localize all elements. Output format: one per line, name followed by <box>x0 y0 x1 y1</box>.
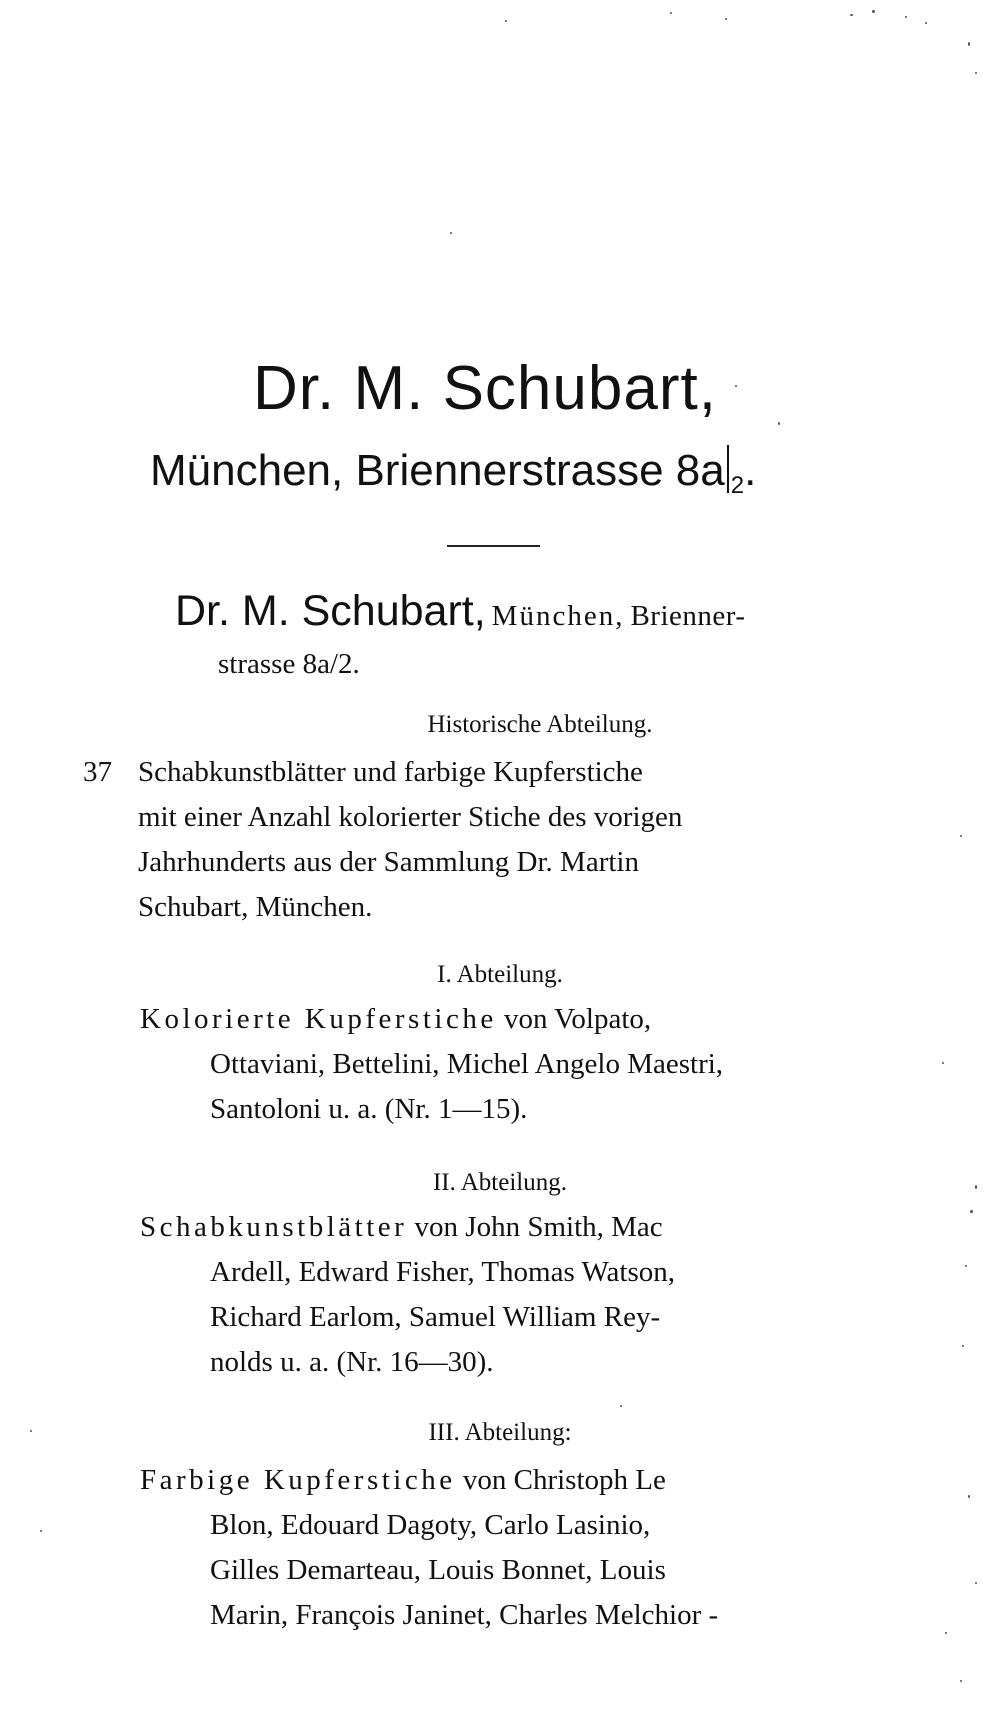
section-2-line-2: Ardell, Edward Fisher, Thomas Watson, <box>210 1256 676 1288</box>
section-2-block <box>140 1205 675 1385</box>
main-entry <box>83 750 682 930</box>
header-address <box>150 445 756 498</box>
section-1-heading: I. Abteilung. <box>437 961 563 988</box>
header-name-text: Dr. M. Schubart, <box>253 354 717 423</box>
entry-number: 37 <box>83 756 112 788</box>
section-1-first-rest: von Volpato, <box>496 1003 652 1035</box>
main-entry-line-3: Jahrhunderts aus der Sammlung Dr. Martin <box>138 846 639 878</box>
section-3-first-rest: von Christoph Le <box>455 1464 666 1496</box>
main-entry-line-2: mit einer Anzahl kolorierter Stiche des vorigen <box>138 801 683 833</box>
main-entry-line-4: Schubart, München. <box>138 891 373 923</box>
main-entry-line-1 <box>83 750 682 795</box>
historical-heading: Historische Abteilung. <box>427 711 653 738</box>
entry-street-part2: strasse 8a/2. <box>218 648 360 680</box>
header-name <box>0 354 1000 423</box>
section-2-line-4: nolds u. a. (Nr. 16—30). <box>210 1346 494 1378</box>
entry-name-line <box>175 587 746 635</box>
entry-street-part1: Brienner- <box>630 600 746 632</box>
section-1-line-3: Santoloni u. a. (Nr. 1—15). <box>210 1093 528 1125</box>
address-separator-bar <box>727 445 729 493</box>
header-address-main: München, Briennerstrasse 8a <box>150 446 725 495</box>
entry-city: München, <box>491 600 625 632</box>
main-entry-text-1: Schabkunstblätter und farbige Kupferstiche <box>138 756 643 788</box>
section-2-line-3: Richard Earlom, Samuel William Rey- <box>210 1301 661 1333</box>
section-2-heading: II. Abteilung. <box>432 1169 567 1196</box>
section-1-line-2: Ottaviani, Bettelini, Michel Angelo Maestri, <box>210 1048 724 1080</box>
section-2-line-1 <box>140 1205 675 1250</box>
section-3-line-2: Blon, Edouard Dagoty, Carlo Lasinio, <box>210 1509 651 1541</box>
section-1-spaced: Kolorierte Kupferstiche <box>140 1003 497 1035</box>
section-3-block <box>140 1458 718 1638</box>
header-address-sub: 2 <box>730 472 745 499</box>
section-2-spaced: Schabkunstblätter <box>140 1211 408 1243</box>
section-1-block <box>140 997 723 1132</box>
section-1-line-1 <box>140 997 723 1042</box>
header-address-end: . <box>744 446 757 495</box>
section-3-line-1 <box>140 1458 718 1503</box>
section-3-spaced: Farbige Kupferstiche <box>140 1464 456 1496</box>
entry-name: Dr. M. Schubart, <box>175 587 486 635</box>
section-3-line-4: Marin, François Janinet, Charles Melchior - <box>210 1599 719 1631</box>
section-3-heading: III. Abteilung: <box>428 1419 572 1446</box>
divider-rule <box>447 545 540 547</box>
section-2-first-rest: von John Smith, Mac <box>407 1211 663 1243</box>
section-3-line-3: Gilles Demarteau, Louis Bonnet, Louis <box>210 1554 666 1586</box>
